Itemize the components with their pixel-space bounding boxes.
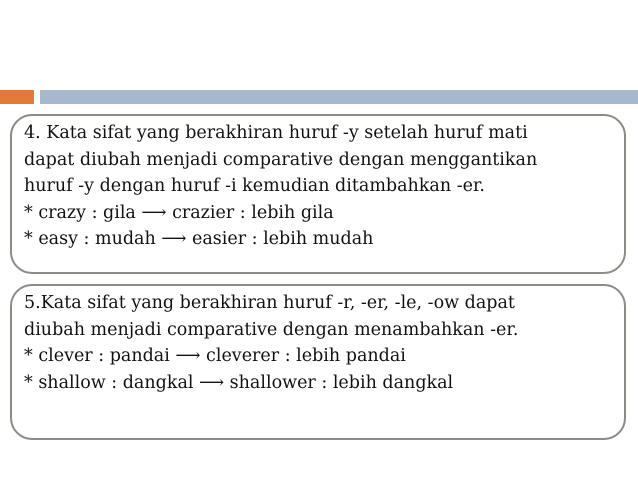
example-clever: * clever : pandai ⟶ cleverer : lebih pandai xyxy=(24,346,406,366)
example-easy: * easy : mudah ⟶ easier : lebih mudah xyxy=(24,229,374,249)
example-shallow: * shallow : dangkal ⟶ shallower : lebih dangkal xyxy=(24,372,454,393)
title-accent-bar xyxy=(0,90,638,104)
example-crazy: * crazy : gila ⟶ crazier : lebih gila xyxy=(24,202,334,223)
rule-4-line-1: 4. Kata sifat yang berakhiran huruf -y setelah huruf mati xyxy=(24,123,528,143)
rule-5-line-1: 5.Kata sifat yang berakhiran huruf -r, -er, -le, -ow dapat xyxy=(24,293,515,313)
accent-bar-blue xyxy=(40,90,638,104)
rule-4-line-3: huruf -y dengan huruf -i kemudian ditambahkan -er. xyxy=(24,176,485,196)
rule-card-5 xyxy=(10,284,626,440)
accent-bar-orange xyxy=(0,90,34,104)
rule-card-4 xyxy=(10,114,626,274)
rule-4-line-2: dapat diubah menjadi comparative dengan menggantikan xyxy=(24,149,538,170)
rule-5-line-2: diubah menjadi comparative dengan menambahkan -er. xyxy=(24,319,519,340)
